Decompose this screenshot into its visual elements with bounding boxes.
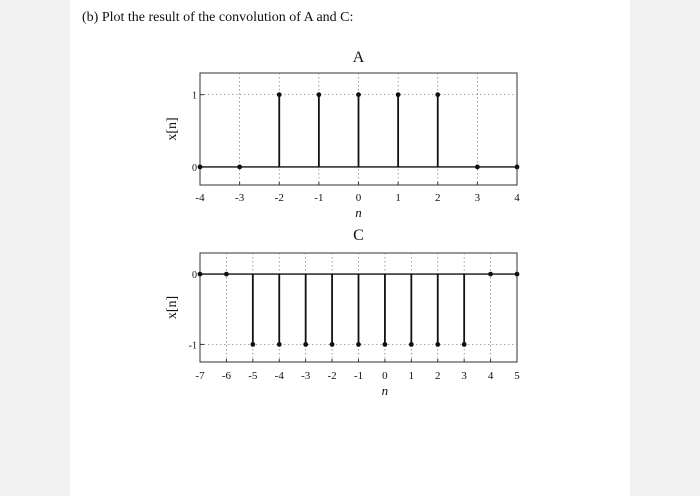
- stem-marker: [330, 342, 335, 347]
- y-tick-label: -1: [188, 340, 197, 352]
- stem-marker: [250, 342, 255, 347]
- stem-marker: [515, 165, 520, 170]
- x-tick-label: -3: [235, 192, 245, 204]
- question-text: (b) Plot the result of the convolution of A and C:: [82, 10, 354, 25]
- plot-a: [165, 49, 520, 220]
- stem-marker: [303, 342, 308, 347]
- stem-marker: [198, 272, 203, 277]
- plot-c: [165, 227, 520, 398]
- y-axis-label: x[n]: [165, 295, 180, 320]
- x-tick-label: 5: [514, 370, 520, 382]
- stem-marker: [356, 92, 361, 97]
- stem-marker: [198, 165, 203, 170]
- stem-marker: [435, 92, 440, 97]
- stem-marker: [383, 342, 388, 347]
- x-axis-label: n: [355, 205, 362, 220]
- stem-marker: [237, 165, 242, 170]
- x-tick-label: 2: [435, 370, 441, 382]
- x-tick-label: 3: [474, 192, 481, 204]
- stem-marker: [316, 92, 321, 97]
- stem-marker: [409, 342, 414, 347]
- stem-marker: [488, 272, 493, 277]
- x-tick-label: -3: [301, 370, 311, 382]
- y-axis-label: x[n]: [165, 117, 180, 141]
- stem-marker: [515, 272, 520, 277]
- plot-title: A: [352, 49, 365, 66]
- x-axis-label: n: [381, 383, 389, 398]
- x-tick-label: -1: [353, 370, 364, 382]
- x-tick-label: 0: [382, 370, 388, 382]
- x-tick-label: -5: [248, 370, 258, 382]
- stem-marker: [356, 342, 361, 347]
- x-tick-label: -4: [195, 192, 205, 204]
- stem-marker: [396, 92, 401, 97]
- x-tick-label: 3: [461, 370, 467, 382]
- y-tick-label: 1: [192, 90, 197, 102]
- y-tick-label: 0: [192, 270, 197, 282]
- y-tick-label: 0: [192, 162, 197, 174]
- stem-marker: [435, 342, 440, 347]
- x-tick-label: -7: [195, 370, 205, 382]
- x-tick-label: -2: [327, 370, 337, 382]
- x-tick-label: -6: [221, 370, 232, 382]
- stem-marker: [277, 342, 282, 347]
- x-tick-label: 1: [395, 192, 401, 204]
- stem-marker: [224, 272, 229, 277]
- x-tick-label: -1: [314, 192, 324, 204]
- x-tick-label: -2: [274, 192, 284, 204]
- x-tick-label: 4: [487, 370, 494, 382]
- stem-marker: [462, 342, 467, 347]
- plot-title: C: [353, 227, 364, 244]
- x-tick-label: -4: [274, 370, 284, 382]
- x-tick-label: 0: [355, 192, 362, 204]
- x-tick-label: 1: [408, 370, 415, 382]
- x-tick-label: 4: [514, 192, 520, 204]
- stem-marker: [475, 165, 480, 170]
- x-tick-label: 2: [435, 192, 441, 204]
- stem-marker: [277, 92, 282, 97]
